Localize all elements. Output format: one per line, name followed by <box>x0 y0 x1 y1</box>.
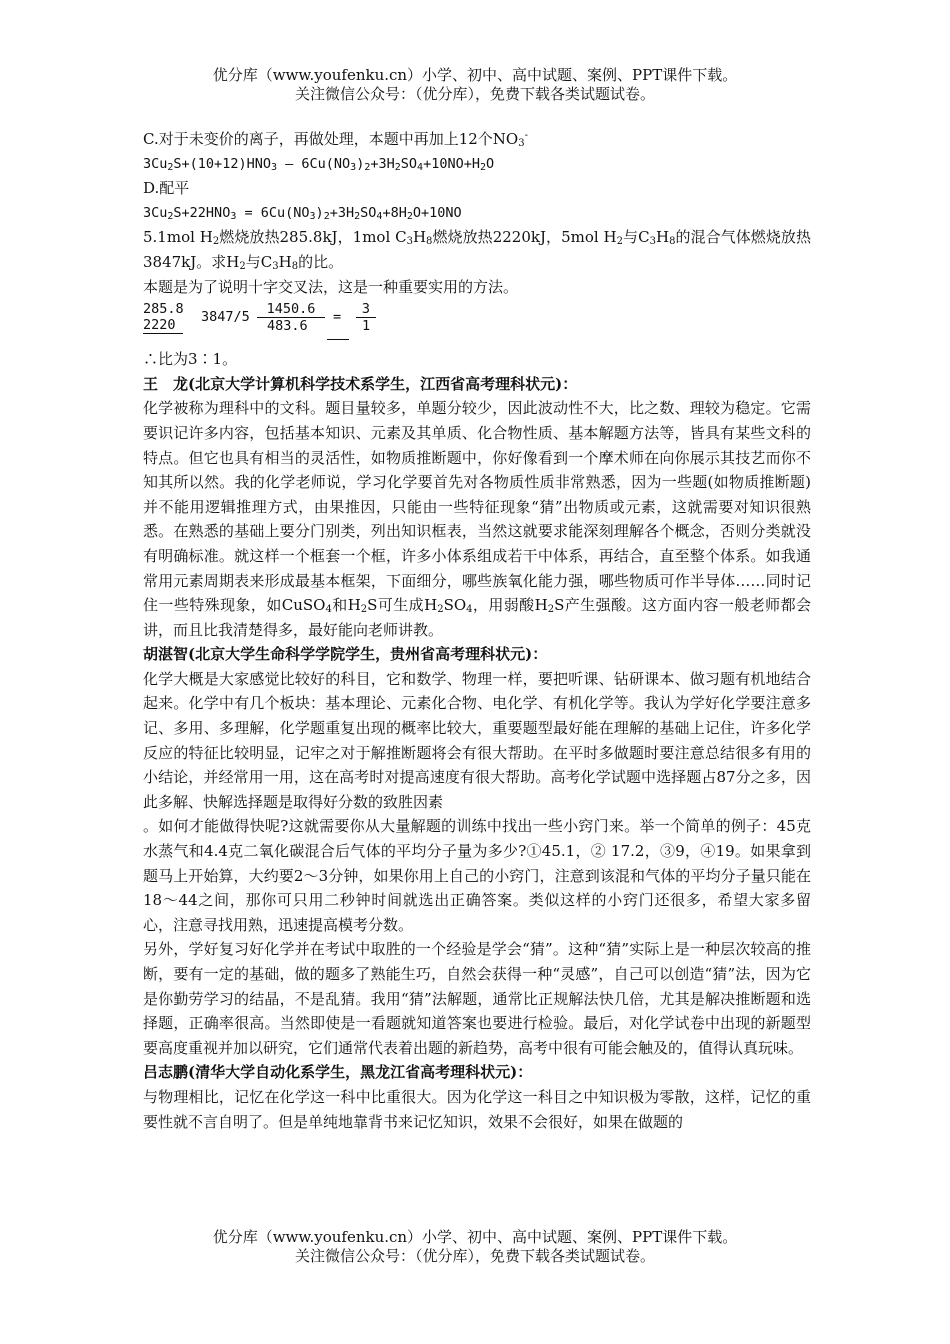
section-1-title: 王 龙(北京大学计算机科学技术系学生，江西省高考理科状元)： <box>143 374 578 393</box>
header-line-1: 优分库（www.youfenku.cn）小学、初中、高中试题、案例、PPT课件下载。 <box>212 66 738 84</box>
cross-value-c3h8: 2220 <box>143 317 183 334</box>
section-2-title: 胡湛智(北京大学生命科学学院学生，贵州省高考理科状元)： <box>143 645 548 664</box>
page-header <box>0 66 950 104</box>
question-5: 5.1mol $H_2$燃烧放热285.8kJ，1mol $C_3H_8$燃烧放热2220kJ，5mol $H_2$与$C_3H_8$的混合气体燃烧放热3847kJ。求$H_2$与$C_3H_8$的比。 <box>143 228 811 272</box>
section-1-paragraph: 化学被称为理科中的文科。题目量较多，单题分较少，因此波动性不大，比之数、理较为稳定。它需要识记许多内容，包括基本知识、元素及其单质、化合物性质、基本解题方法等，皆具有某些文科的特点。但它也具有相当的灵活性，如物质推断题中，你好像看到一个摩术师在向你展示其技艺而你不知其所以然。我的化学老师说，学习化学要首先对各物质性质非常熟悉，因为一些题(如物质推断题)并不能用逻辑推理方式，由果推因，只能由一些特征现象“猜”出物质或元素，这就需要对知识很熟悉。在熟悉的基础上要分门别类，列出知识框表，当然这就要求能深刻理解各个概念，否则分类就没有明确标准。就这样一个框套一个框，许多小体系组成若干中体系，再结合，直至整个体系。如我通常用元素周期表来形成最基本框架，下面细分，哪些族氧化能力强，哪些物质可作半导体……同时记住一些特殊现象，如CuSO$_4$和$H_2S$可生成$H_2SO_4$，用弱酸$H_2S$产生强酸。这方面内容一般老师都会讲，而且比我清楚得多，最好能向老师讲教。 <box>143 399 811 639</box>
section-2-paragraph-1: 化学大概是大家感觉比较好的科目，它和数学、物理一样，要把听课、钻研课本、做习题有机地结合起来。化学中有几个板块：基本理论、元素化合物、电化学、有机化学等。我认为学好化学要注意多记、多用、多理解，化学题重复出现的概率比较大，重要题型最好能在理解的基础上记住，许多化学反应的特征比较明显，记牢之对于解推断题将会有很大帮助。在平时多做题时要注意总结很多有用的小结论，并经常用一用，这在高考时对提高速度有很大帮助。高考化学试题中选择题占87分之多，因此多解、快解选择题是取得好分数的致胜因素 <box>143 669 811 811</box>
document-body <box>143 127 811 1134</box>
cross-equals: = <box>333 309 342 326</box>
page-footer <box>0 1228 950 1266</box>
cross-diff-1: 1450.6 <box>257 301 325 318</box>
cross-value-h2: 285.8 <box>143 301 184 318</box>
footer-line-1: 优分库（www.youfenku.cn）小学、初中、高中试题、案例、PPT课件下载。 <box>212 1228 738 1246</box>
cross-method-intro: 本题是为了说明十字交叉法，这是一种重要实用的方法。 <box>143 277 519 296</box>
step-d: D.配平 <box>143 179 190 198</box>
equation-unbalanced: $3Cu_2S+(10+12)HNO_3$ — $6Cu(NO_3)_2+3H_2SO_4+10NO+H_2O$ <box>143 155 495 173</box>
cross-method-diagram <box>143 301 811 341</box>
step-c: C.对于未变价的离子，再做处理，本题中再加上12个$NO_3^-$ <box>143 130 528 149</box>
cross-ratio-denominator: 1 <box>362 318 371 335</box>
equation-balanced: $3Cu_2S+22HNO_3 = 6Cu(NO_3)_2+3H_2SO_4+8H_2O+10NO$ <box>143 204 462 222</box>
section-3-paragraph: 与物理相比，记忆在化学这一科中比重很大。因为化学这一科目之中知识极为零散，这样，记忆的重要性就不言自明了。但是单纯地靠背书来记忆知识，效果不会很好，如果在做题的 <box>143 1087 811 1131</box>
section-3-title: 吕志鹏(清华大学自动化系学生，黑龙江省高考理科状元)： <box>143 1063 533 1082</box>
section-2-paragraph-2: 。如何才能做得快呢?这就需要你从大量解题的训练中找出一些小窍门来。举一个简单的例子：45克水蒸气和4.4克二氧化碳混合后气体的平均分子量为多少?①45.1，② 17.2，③9，④19。如果拿到题马上开始算，大约要2～3分钟，如果你用上自己的小窍门，注意到该混和气体的平均分子量只能在18～44之间，那你可只用二秒钟时间就选出正确答案。类似这样的小窍门还很多，希望大家多留心，注意寻找用熟，迅速提高模考分数。 <box>143 817 811 934</box>
ratio-conclusion: ∴比为3∶1。 <box>143 350 238 369</box>
cross-underline <box>327 325 349 340</box>
cross-diff-2: 483.6 <box>267 318 308 335</box>
footer-line-2: 关注微信公众号：（优分库），免费下载各类试题试卷。 <box>294 1247 655 1265</box>
section-2-paragraph-3: 另外，学好复习好化学并在考试中取胜的一个经验是学会“猜”。这种“猜”实际上是一种层次较高的推断，要有一定的基础，做的题多了熟能生巧，自然会获得一种“灵感”，自己可以创造“猜”法，因为它是你勤劳学习的结晶，不是乱猜。我用“猜”法解题，通常比正规解法快几倍，尤其是解决推断题和选择题，正确率很高。当然即使是一看题就知道答案也要进行检验。最后，对化学试卷中出现的新题型要高度重视并加以研究，它们通常代表着出题的新趋势，高考中很有可能会触及的，值得认真玩味。 <box>143 940 811 1057</box>
header-line-2: 关注微信公众号：（优分库），免费下载各类试题试卷。 <box>294 85 655 103</box>
cross-mid-value: 3847/5 <box>201 309 250 326</box>
cross-ratio-numerator: 3 <box>356 301 376 318</box>
